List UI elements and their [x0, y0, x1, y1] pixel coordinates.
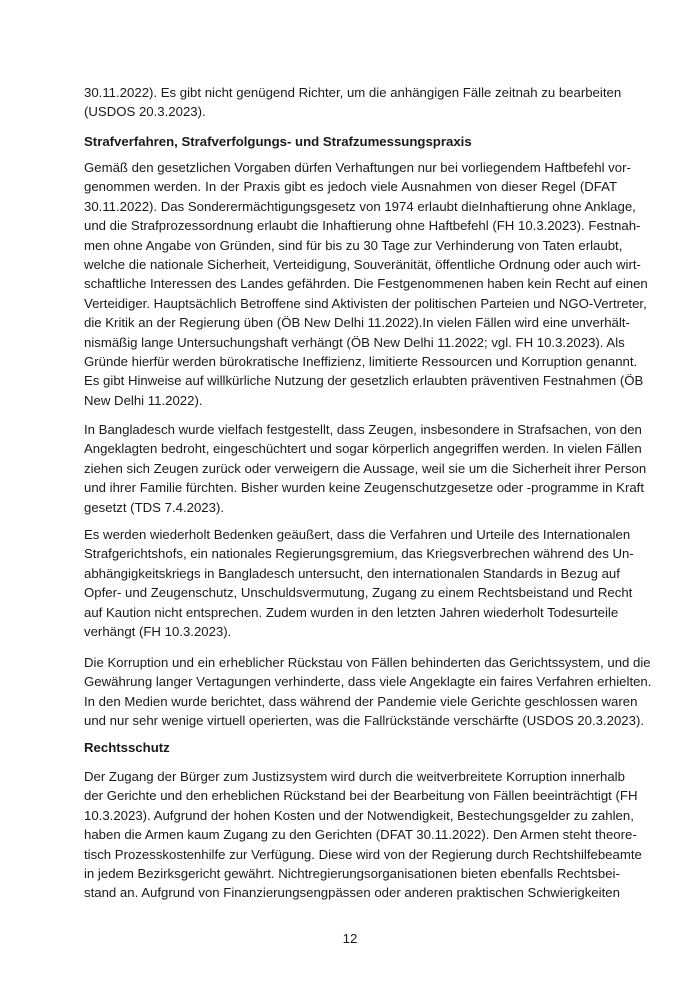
text-line: auf Kaution nicht entsprechen. Zudem wurden in den letzten Jahren wiederholt Todesurteile — [84, 604, 619, 620]
text-line: verhängt (FH 10.3.2023). — [84, 623, 232, 639]
text-line: nismäßig lange Untersuchungshaft verhängt (ÖB New Delhi 11.2022; vgl. FH 10.3.2023). Als — [84, 334, 625, 350]
page-number: 12 — [342, 931, 358, 946]
text-line: der Gerichte und den erheblichen Rückstand bei der Bearbeitung von Fällen beeinträchtigt (FH — [84, 788, 638, 804]
heading-text: Rechtsschutz — [84, 740, 170, 755]
text-line: 10.3.2023). Aufgrund der hohen Kosten und der Notwendigkeit, Bestechungsgelder zu zahlen, — [84, 807, 634, 823]
text-line: Opfer- und Zeugenschutz, Unschuldsvermutung, Zugang zu einem Rechtsbeistand und Recht — [84, 585, 633, 601]
text-line: in jedem Bezirksgericht gewährt. Nichtregierungsorganisationen bieten ebenfalls Rechtsbei- — [84, 865, 620, 881]
text-line: welche die nationale Sicherheit, Verteidigung, Souveränität, öffentliche Ordnung oder auch wirt- — [84, 256, 641, 272]
paragraph — [84, 767, 642, 903]
text-line: Es werden wiederholt Bedenken geäußert, dass die Verfahren und Urteile des Internationalen — [84, 527, 631, 542]
text-line: genommen werden. In der Praxis gibt es jedoch viele Ausnahmen von dieser Regel (DFAT — [84, 179, 617, 195]
text-line: schaftliche Interessen des Landes gefährden. Die Festgenommenen haben kein Recht auf einen — [84, 276, 648, 292]
text-line: New Delhi 11.2022). — [84, 392, 203, 408]
text-line: und die Strafprozessordnung erlaubt die Inhaftierung ohne Haftbefehl (FH 10.3.2023). Festnah- — [84, 218, 641, 234]
text-line: Es gibt Hinweise auf willkürliche Nutzung der gesetzlich erlaubten präventiven Festnahmen (ÖB — [84, 373, 644, 389]
section-heading — [84, 132, 617, 151]
text-line: tisch Prozesskostenhilfe zur Verfügung. Diese wird von der Regierung durch Rechtshilfebeamte — [84, 846, 642, 862]
text-line: Strafgerichtshofs, ein nationales Regierungsgremium, das Kriegsverbrechen während des Un- — [84, 546, 634, 562]
text-line: und ihrer Familie fürchten. Bisher wurden keine Zeugenschutzgesetze oder -programme in Kraft — [84, 480, 645, 496]
paragraph — [84, 525, 634, 641]
paragraph — [84, 653, 652, 731]
text-line: Gründe hierfür werden bürokratische Ineffizienz, limitierte Ressourcen und Korruption genannt. — [84, 353, 638, 369]
text-line: 30.11.2022). Das Sonderermächtigungsgesetz von 1974 erlaubt dieInhaftierung ohne Anklage, — [84, 198, 636, 214]
text-line: Angeklagten bedroht, eingeschüchtert und sogar körperlich angegriffen werden. In vielen Fällen — [84, 441, 642, 457]
text-line: Die Korruption und ein erheblicher Rückstau von Fällen behinderten das Gerichtssystem, und die — [84, 655, 651, 670]
heading-text: Strafverfahren, Strafverfolgungs- und Strafzumessungspraxis — [84, 134, 472, 149]
paragraph — [84, 158, 648, 410]
text-line: ziehen sich Zeugen zurück oder verweigern die Aussage, weil sie um die Sicherheit ihrer Person — [84, 460, 647, 476]
text-line: Gewährung langer Vertagungen verhinderte, dass viele Angeklagte ein faires Verfahren erhielten. — [84, 674, 652, 690]
text-line: 30.11.2022). Es gibt nicht genügend Richter, um die anhängigen Fälle zeitnah zu bearbeiten — [84, 85, 622, 100]
text-line: haben die Armen kaum Zugang zu den Gerichten (DFAT 30.11.2022). Den Armen steht theore- — [84, 827, 637, 843]
section-heading — [84, 738, 617, 757]
paragraph — [84, 83, 622, 122]
text-line: die Kritik an der Regierung üben (ÖB New Delhi 11.2022).In vielen Fällen wird eine unverhält- — [84, 315, 630, 331]
text-line: Verteidiger. Hauptsächlich Betroffene sind Aktivisten der politischen Parteien und NGO-Vertreter, — [84, 295, 647, 311]
paragraph — [84, 420, 647, 517]
text-line: und nur sehr wenige virtuell operierten, was die Fallrückstände verschärfte (USDOS 20.3.2023). — [84, 713, 645, 729]
text-line: abhängigkeitskriegs in Bangladesch untersucht, den internationalen Standards in Bezug auf — [84, 565, 620, 581]
text-line: (USDOS 20.3.2023). — [84, 104, 206, 120]
text-line: In den Medien wurde berichtet, dass während der Pandemie viele Gerichte geschlossen waren — [84, 693, 638, 709]
text-line: In Bangladesch wurde vielfach festgestellt, dass Zeugen, insbesondere in Strafsachen, von den — [84, 422, 642, 437]
text-line: men ohne Angabe von Gründen, sind für bis zu 30 Tage zur Verhinderung von Taten erlaubt, — [84, 237, 623, 253]
text-line: Der Zugang der Bürger zum Justizsystem wird durch die weitverbreitete Korruption innerhalb — [84, 769, 625, 784]
text-line: Gemäß den gesetzlichen Vorgaben dürfen Verhaftungen nur bei vorliegendem Haftbefehl vor- — [84, 160, 631, 175]
text-line: stand an. Aufgrund von Finanzierungsengpässen oder anderen praktischen Schwierigkeiten — [84, 885, 620, 901]
text-line: gesetzt (TDS 7.4.2023). — [84, 499, 225, 515]
